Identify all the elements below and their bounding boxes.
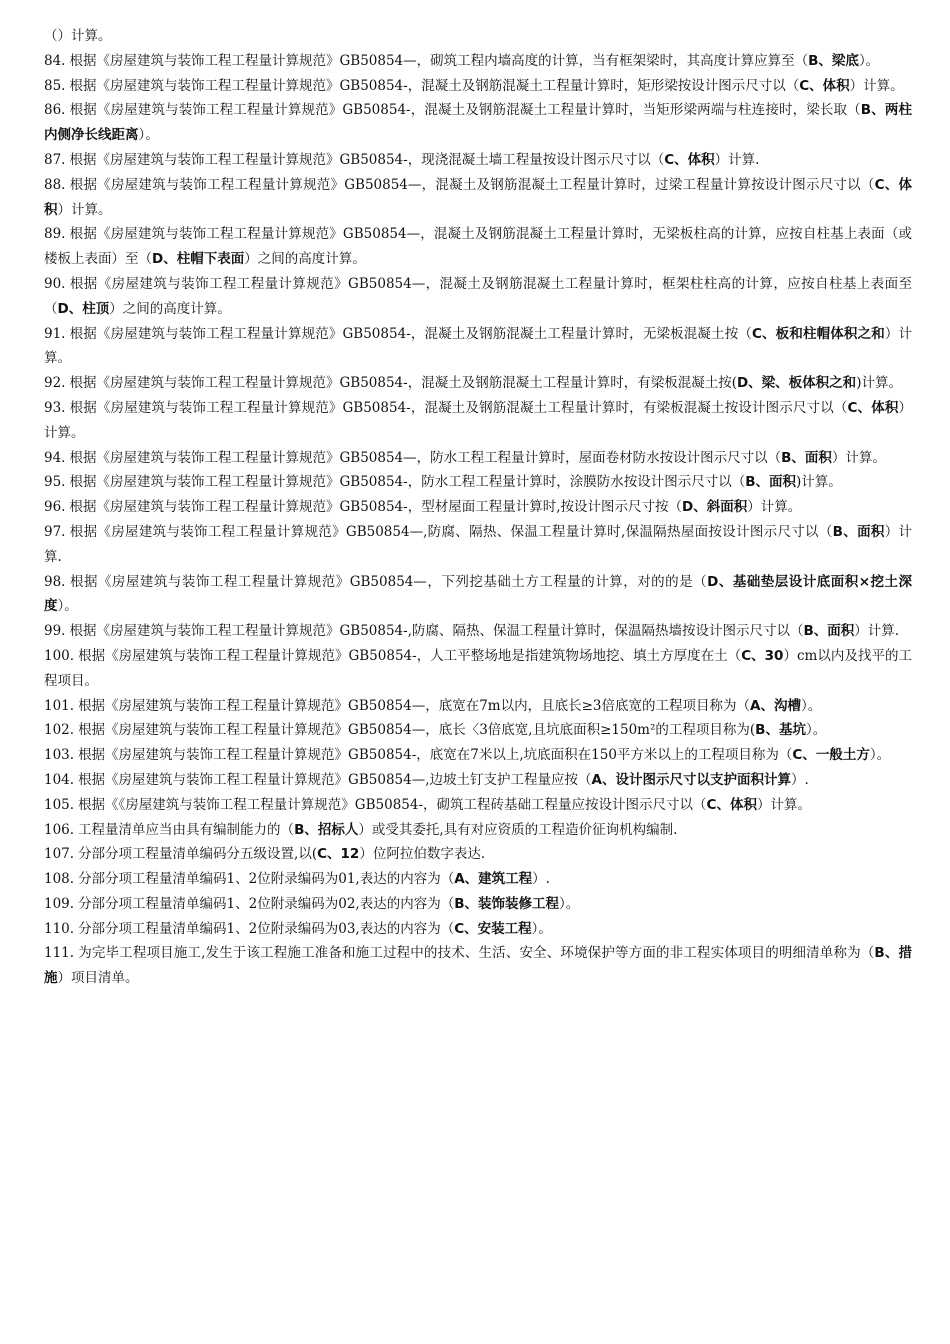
- question-text: 根据《房屋建筑与装饰工程工程量计算规范》GB50854—,防腐、隔热、保温工程量计算时,保温隔热屋面按设计图示尺寸以（: [69, 523, 833, 540]
- answer-text: C、30: [741, 647, 784, 664]
- question-item: [44, 173, 912, 223]
- question-text: ）cm以内及找平的工程项目。: [44, 647, 912, 689]
- answer-text: D、梁、板体积之和: [736, 375, 857, 392]
- question-text: 分部分项工程量清单编码1、2位附录编码为02,表达的内容为（: [78, 895, 455, 912]
- question-number: 92.: [44, 375, 66, 392]
- answer-text: C、12: [317, 846, 360, 863]
- question-text: ）计算。: [756, 796, 811, 813]
- question-item: [44, 446, 912, 471]
- question-text: ）计算。: [44, 325, 912, 367]
- question-text: 根据《房屋建筑与装饰工程工程量计算规范》GB50854-，现浇混凝土墙工程量按设计图示尺寸以（: [69, 151, 665, 168]
- question-item: [44, 396, 912, 446]
- question-item: [44, 743, 912, 768]
- question-number: 97.: [44, 523, 66, 540]
- question-text: ）。: [559, 895, 580, 912]
- question-number: 94.: [44, 449, 66, 466]
- question-text: ）计算。: [831, 449, 886, 466]
- question-number: 109.: [44, 895, 75, 912]
- question-item: [44, 24, 912, 49]
- question-number: 90.: [44, 275, 66, 292]
- question-text: 根据《房屋建筑与装饰工程工程量计算规范》GB50854-,防腐、隔热、保温工程量计算时，保温隔热墙按设计图示尺寸以（: [69, 623, 804, 640]
- question-text: 根据《房屋建筑与装饰工程工程量计算规范》GB50854—，混凝土及钢筋混凝土工程量计算时，无梁板柱高的计算，应按自柱基上表面（或楼板上表面）至（: [44, 226, 912, 268]
- question-item: [44, 619, 912, 644]
- question-item: [44, 842, 912, 867]
- question-item: [44, 818, 912, 843]
- question-number: 108.: [44, 871, 75, 888]
- question-text: （）计算。: [44, 28, 112, 44]
- question-item: [44, 644, 912, 694]
- question-number: 84.: [44, 52, 66, 69]
- question-number: 100.: [44, 647, 75, 664]
- question-item: [44, 917, 912, 942]
- answer-text: C、体积: [847, 399, 899, 416]
- question-item: [44, 867, 912, 892]
- question-number: 102.: [44, 722, 75, 739]
- answer-text: C、体积: [664, 151, 715, 168]
- answer-text: B、面积: [745, 474, 796, 491]
- question-text: 根据《房屋建筑与装饰工程工程量计算规范》GB50854—，混凝土及钢筋混凝土工程量计算时，框架柱柱高的计算，应按自柱基上表面至（: [44, 275, 912, 317]
- question-number: 95.: [44, 474, 66, 491]
- answer-text: A、设计图示尺寸以支护面积计算: [591, 771, 791, 788]
- question-number: 85.: [44, 77, 66, 94]
- question-item: [44, 892, 912, 917]
- answer-text: C、安装工程: [454, 920, 532, 937]
- question-text: ）计算。: [57, 201, 112, 218]
- question-text: ）计算。: [44, 399, 912, 441]
- question-item: [44, 98, 912, 148]
- question-text: ）之间的高度计算。: [244, 251, 366, 268]
- answer-text: B、面积: [803, 623, 855, 640]
- answer-text: D、基础垫层设计底面积×挖土深度: [44, 573, 912, 615]
- question-text: ）。: [531, 920, 552, 937]
- question-text: 根据《房屋建筑与装饰工程工程量计算规范》GB50854—，下列挖基础土方工程量的计算，对的的是（: [69, 573, 708, 590]
- question-number: 93.: [44, 399, 66, 416]
- answer-text: D、斜面积: [682, 499, 748, 516]
- question-text: 分部分项工程量清单编码1、2位附录编码为01,表达的内容为（: [78, 871, 455, 888]
- answer-text: B、面积: [781, 449, 832, 466]
- question-text: )计算。: [856, 375, 902, 392]
- question-text: 分部分项工程量清单编码1、2位附录编码为03,表达的内容为（: [78, 920, 455, 937]
- question-text: ）。: [858, 52, 880, 69]
- question-text: ）。: [57, 598, 78, 615]
- question-text: 根据《《房屋建筑与装饰工程工程量计算规范》GB50854-，砌筑工程砖基础工程量应按设计图示尺寸以（: [78, 796, 707, 813]
- question-number: 103.: [44, 747, 75, 764]
- answer-text: B、装饰装修工程: [454, 895, 560, 912]
- question-number: 107.: [44, 846, 75, 863]
- question-item: [44, 322, 912, 372]
- answer-text: C、体积: [44, 176, 912, 218]
- question-text: 根据《房屋建筑与装饰工程工程量计算规范》GB50854—，底宽在7m以内，且底长≥3倍底宽的工程项目称为（: [78, 697, 751, 714]
- question-item: [44, 718, 912, 743]
- question-item: [44, 371, 912, 396]
- question-item: [44, 148, 912, 173]
- question-text: ）项目清单。: [57, 970, 139, 987]
- question-item: [44, 74, 912, 99]
- answer-text: B、两柱内侧净长线距离: [44, 102, 912, 144]
- question-item: [44, 272, 912, 322]
- question-text: ）计算.: [44, 523, 913, 565]
- question-item: [44, 941, 912, 991]
- answer-text: A、建筑工程: [454, 871, 533, 888]
- answer-text: B、招标人: [294, 821, 359, 838]
- question-text: 根据《房屋建筑与装饰工程工程量计算规范》GB50854-，底宽在7米以上,坑底面积在150平方米以上的工程项目称为（: [78, 747, 793, 764]
- question-text: 根据《房屋建筑与装饰工程工程量计算规范》GB50854-，型材屋面工程量计算时,按设计图示尺寸按（: [69, 499, 682, 516]
- question-text: 根据《房屋建筑与装饰工程工程量计算规范》GB50854—，防水工程工程量计算时，屋面卷材防水按设计图示尺寸以（: [69, 449, 782, 466]
- question-text: )计算。: [796, 474, 842, 491]
- question-text: 分部分项工程量清单编码分五级设置,以(: [78, 846, 318, 863]
- answer-text: C、体积: [706, 796, 757, 813]
- question-text: ）之间的高度计算。: [109, 300, 231, 317]
- question-text: ）。: [800, 697, 822, 714]
- question-text: ）.: [532, 871, 550, 888]
- question-number: 86.: [44, 102, 66, 119]
- question-item: [44, 694, 912, 719]
- question-text: ）。: [805, 722, 827, 739]
- question-number: 104.: [44, 771, 75, 788]
- question-number: 87.: [44, 151, 66, 168]
- question-text: 根据《房屋建筑与装饰工程工程量计算规范》GB50854—，砌筑工程内墙高度的计算，当有框架梁时，其高度计算应算至（: [69, 52, 809, 69]
- question-number: 111.: [44, 945, 75, 962]
- question-item: [44, 495, 912, 520]
- question-number: 89.: [44, 226, 66, 243]
- question-text: ）计算。: [747, 499, 802, 516]
- question-text: ）。: [869, 747, 891, 764]
- question-text: 根据《房屋建筑与装饰工程工程量计算规范》GB50854-，人工平整场地是指建筑物场地挖、填土方厚度在土（: [78, 647, 742, 664]
- question-text: ）或受其委托,具有对应资质的工程造价征询机构编制.: [358, 821, 678, 838]
- question-text: ）位阿拉伯数字表达.: [359, 846, 486, 863]
- question-item: [44, 49, 912, 74]
- question-text: 根据《房屋建筑与装饰工程工程量计算规范》GB50854—,边坡土钉支护工程量应按（: [78, 771, 592, 788]
- answer-text: C、板和柱帽体积之和: [751, 325, 885, 342]
- question-item: [44, 793, 912, 818]
- question-text: 根据《房屋建筑与装饰工程工程量计算规范》GB50854—，底长〈3倍底宽,且坑底面积≥150m²的工程项目称为(: [78, 722, 756, 739]
- answer-text: C、体积: [799, 77, 850, 94]
- answer-text: B、面积: [832, 523, 885, 540]
- question-item: [44, 470, 912, 495]
- question-text: ）计算.: [714, 151, 760, 168]
- question-text: 根据《房屋建筑与装饰工程工程量计算规范》GB50854-，混凝土及钢筋混凝土工程量计算时，有梁板混凝土按(: [69, 375, 737, 392]
- question-number: 106.: [44, 821, 75, 838]
- question-text: ）.: [790, 771, 809, 788]
- question-text: 根据《房屋建筑与装饰工程工程量计算规范》GB50854-，防水工程工程量计算时，涂膜防水按设计图示尺寸以（: [69, 474, 746, 491]
- question-item: [44, 520, 912, 570]
- question-item: [44, 570, 912, 620]
- question-number: 96.: [44, 499, 66, 516]
- answer-text: C、一般土方: [792, 747, 870, 764]
- question-number: 101.: [44, 697, 75, 714]
- question-number: 105.: [44, 796, 75, 813]
- question-text: ）计算.: [854, 623, 900, 640]
- question-text: 根据《房屋建筑与装饰工程工程量计算规范》GB50854—，混凝土及钢筋混凝土工程量计算时，过梁工程量计算按设计图示尺寸以（: [69, 176, 875, 193]
- question-text: 根据《房屋建筑与装饰工程工程量计算规范》GB50854-，混凝土及钢筋混凝土工程量计算时，有梁板混凝土按设计图示尺寸以（: [69, 399, 848, 416]
- question-number: 98.: [44, 573, 66, 590]
- answer-text: A、沟槽: [750, 697, 801, 714]
- question-number: 99.: [44, 623, 66, 640]
- question-text: ）计算。: [849, 77, 904, 94]
- answer-text: B、基坑: [755, 722, 806, 739]
- question-number: 88.: [44, 176, 66, 193]
- question-text: ）。: [138, 127, 159, 144]
- question-item: [44, 768, 912, 793]
- question-text: 为完毕工程项目施工,发生于该工程施工准备和施工过程中的技术、生活、安全、环境保护等方面的非工程实体项目的明细清单称为（: [78, 945, 875, 962]
- answer-text: B、梁底: [808, 52, 859, 69]
- question-text: 根据《房屋建筑与装饰工程工程量计算规范》GB50854-，混凝土及钢筋混凝土工程量计算时，矩形梁按设计图示尺寸以（: [69, 77, 800, 94]
- answer-text: D、柱帽下表面: [152, 251, 245, 268]
- question-text: 根据《房屋建筑与装饰工程工程量计算规范》GB50854-，混凝土及钢筋混凝土工程量计算时，无梁板混凝土按（: [69, 325, 752, 342]
- answer-text: B、措施: [44, 945, 912, 987]
- question-item: [44, 222, 912, 272]
- question-number: 91.: [44, 325, 66, 342]
- question-text: 工程量清单应当由具有编制能力的（: [78, 821, 295, 838]
- answer-text: D、柱顶: [57, 300, 110, 317]
- question-number: 110.: [44, 920, 75, 937]
- question-text: 根据《房屋建筑与装饰工程工程量计算规范》GB50854-，混凝土及钢筋混凝土工程量计算时，当矩形梁两端与柱连接时，梁长取（: [69, 102, 861, 119]
